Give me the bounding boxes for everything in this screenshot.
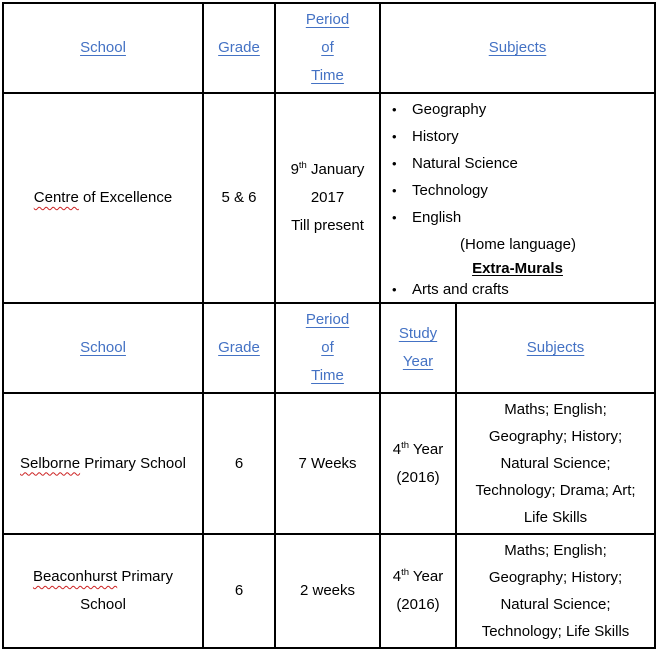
subject-text: History <box>412 128 459 145</box>
subjects-cell <box>456 393 655 534</box>
school-name-misspelled: Beaconhurst <box>32 568 118 585</box>
period-cell <box>275 93 380 303</box>
period-line-2: 2017 <box>310 189 345 206</box>
period-cell <box>275 534 380 648</box>
header-school-2 <box>3 303 203 393</box>
period-value: 2 weeks <box>299 582 356 599</box>
period-value: 7 Weeks <box>298 454 357 472</box>
header-subjects-label: Subjects <box>488 39 547 56</box>
study-year-num: 4 <box>392 568 402 585</box>
bullet-icon: • <box>392 102 397 117</box>
header-school-label: School <box>80 39 126 56</box>
school-name-rest: of Excellence <box>78 189 173 206</box>
subjects-line: Technology; Life Skills <box>481 623 630 640</box>
header-subjects-label: Subjects <box>526 339 585 356</box>
grade-cell <box>203 534 275 648</box>
header-grade-2 <box>203 303 275 393</box>
school-name-rest: Primary School <box>80 454 186 472</box>
header-period-line3: Time <box>311 67 344 84</box>
subject-text: English <box>412 209 462 226</box>
school-name-line-2: School <box>80 596 126 613</box>
subjects-line: Maths; English; <box>504 542 607 559</box>
period-line-1 <box>280 156 375 184</box>
header-grade <box>203 3 275 93</box>
study-year-ordinal: th <box>401 439 410 451</box>
period-month: January <box>306 161 365 178</box>
subject-bullet-item <box>385 204 650 231</box>
study-year-line-2: (2016) <box>396 596 440 613</box>
subjects-line: Maths; English; <box>504 401 607 418</box>
school-name-line-1 <box>8 563 198 591</box>
period-line-3: Till present <box>291 217 364 234</box>
subject-text: Natural Science <box>412 155 518 172</box>
school-name-rest: Primary <box>117 568 174 585</box>
subject-bullet-item <box>385 177 650 204</box>
header-row-secondary <box>3 303 655 393</box>
subjects-line: Technology; Drama; Art; <box>475 482 636 499</box>
row-beaconhurst-primary-school <box>3 534 655 648</box>
header-grade-label: Grade <box>218 39 260 56</box>
period-ordinal: th <box>298 160 307 171</box>
study-year-ordinal: th <box>401 567 410 578</box>
header-period-of-time-2 <box>275 303 380 393</box>
subjects-line: Natural Science; <box>500 455 611 472</box>
header-period-line1: Period <box>305 311 350 328</box>
header-study-year <box>380 303 456 393</box>
subject-text: Technology <box>412 182 488 199</box>
subjects-line: Natural Science; <box>500 596 611 613</box>
period-cell <box>275 393 380 534</box>
header-study-line2: Year <box>402 353 434 370</box>
grade-value: 5 & 6 <box>221 189 257 206</box>
study-year-line-1 <box>385 436 451 464</box>
subjects-line: Life Skills <box>523 509 588 526</box>
header-period-line1: Period <box>305 11 350 28</box>
extra-murals-text: Arts and crafts <box>412 281 509 298</box>
study-year-num: 4 <box>392 440 402 458</box>
subject-bullet-item <box>385 96 650 123</box>
school-name-misspelled: Centre <box>33 189 79 206</box>
subjects-line: Geography; History; <box>488 428 623 445</box>
subjects-cell <box>456 534 655 648</box>
grade-cell <box>203 93 275 303</box>
grade-value: 6 <box>234 582 244 599</box>
header-study-line1: Study <box>398 325 438 342</box>
bullet-icon: • <box>392 129 397 144</box>
school-cell <box>3 393 203 534</box>
experience-table <box>2 2 656 649</box>
school-name-misspelled: Selborne <box>20 454 81 472</box>
header-school-label: School <box>80 339 126 356</box>
school-cell <box>3 93 203 303</box>
school-cell <box>3 534 203 648</box>
subject-text: Geography <box>412 101 487 118</box>
header-subjects <box>380 3 655 93</box>
subjects-line: Geography; History; <box>488 569 623 586</box>
extra-murals-heading: Extra-Murals <box>472 260 563 277</box>
study-year-rest: Year <box>409 568 444 585</box>
row-centre-of-excellence <box>3 93 655 303</box>
period-day: 9 <box>290 161 299 178</box>
header-row-primary <box>3 3 655 93</box>
header-period-line3: Time <box>311 367 344 384</box>
bullet-icon: • <box>392 183 397 198</box>
header-subjects-2 <box>456 303 655 393</box>
bullet-icon: • <box>392 282 397 297</box>
header-grade-label: Grade <box>218 339 260 356</box>
study-year-cell <box>380 393 456 534</box>
study-year-line-1 <box>385 563 451 591</box>
subjects-cell <box>380 93 655 303</box>
grade-value: 6 <box>234 454 244 472</box>
subject-bullet-item <box>385 150 650 177</box>
row-selborne-primary-school <box>3 393 655 534</box>
grade-cell <box>203 393 275 534</box>
home-language-note: (Home language) <box>460 236 576 253</box>
bullet-icon: • <box>392 210 397 225</box>
study-year-rest: Year <box>409 440 444 458</box>
header-school <box>3 3 203 93</box>
header-period-of-time <box>275 3 380 93</box>
header-period-line2: of <box>321 39 334 56</box>
subject-bullet-item <box>385 123 650 150</box>
extra-murals-bullet-item <box>385 279 650 300</box>
header-period-line2: of <box>321 339 334 356</box>
study-year-cell <box>380 534 456 648</box>
study-year-line-2: (2016) <box>396 468 440 486</box>
bullet-icon: • <box>392 156 397 171</box>
